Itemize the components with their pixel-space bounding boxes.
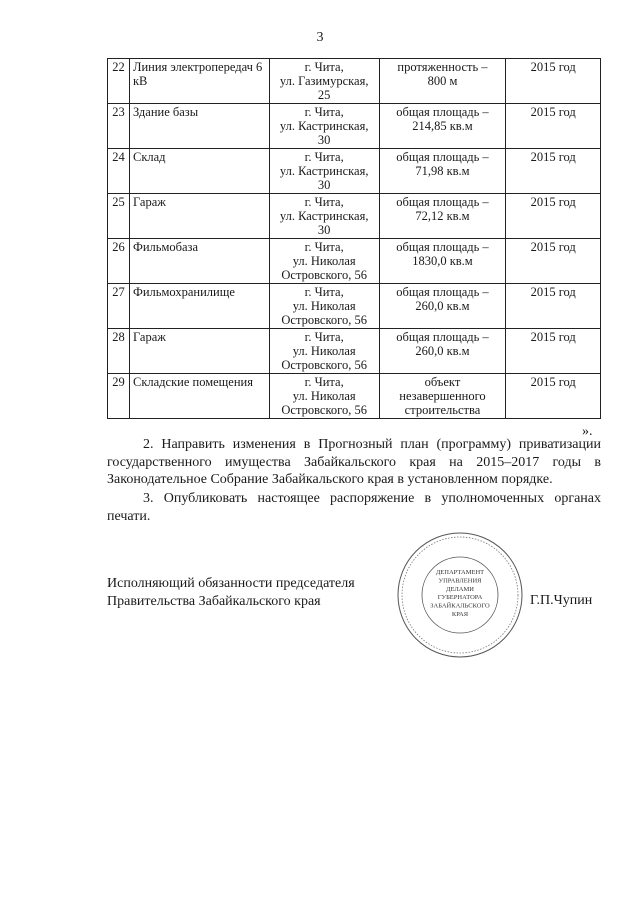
table-row [108, 104, 601, 149]
object-address-line: г. Чита, [304, 375, 344, 389]
object-address [269, 374, 379, 419]
closing-quote: ». [582, 424, 593, 439]
object-address [269, 59, 379, 104]
paragraph-3: 3. Опубликовать настоящее распоряжение в уполномоченных органах печати. [107, 491, 601, 524]
object-address-line: 30 [317, 223, 331, 237]
object-characteristic [379, 194, 506, 239]
object-name: Линия электропередач 6 кВ [129, 59, 269, 104]
object-characteristic-line: 260,0 кв.м [415, 344, 470, 358]
object-address-line: г. Чита, [304, 195, 344, 209]
object-characteristic-line: общая площадь – [396, 150, 489, 164]
table-row [108, 239, 601, 284]
privatization-year: 2015 год [506, 194, 601, 239]
object-name: Фильмобаза [129, 239, 269, 284]
object-name: Гараж [129, 194, 269, 239]
object-address [269, 239, 379, 284]
privatization-year: 2015 год [506, 329, 601, 374]
object-address-line: г. Чита, [304, 150, 344, 164]
object-address-line: ул. Газимурская, [279, 74, 369, 88]
seal-text-line: ЗАБАЙКАЛЬСКОГО [430, 602, 490, 610]
object-address [269, 104, 379, 149]
object-address [269, 149, 379, 194]
object-address-line: г. Чита, [304, 240, 344, 254]
object-characteristic [379, 374, 506, 419]
object-characteristic [379, 239, 506, 284]
seal-text-line: ГУБЕРНАТОРА [437, 594, 483, 602]
object-address-line: 30 [317, 133, 331, 147]
object-characteristic [379, 59, 506, 104]
object-address-line: г. Чита, [304, 285, 344, 299]
object-address-line: г. Чита, [304, 60, 344, 74]
object-address-line: ул. Николая [292, 389, 356, 403]
object-characteristic-line: 72,12 кв.м [415, 209, 470, 223]
row-number: 28 [108, 329, 130, 374]
privatization-year: 2015 год [506, 104, 601, 149]
object-address-line: ул. Кастринская, [279, 119, 369, 133]
object-address [269, 194, 379, 239]
object-characteristic-line: протяженность – [397, 60, 488, 74]
object-address-line: г. Чита, [304, 330, 344, 344]
object-characteristic-line: строительства [404, 403, 481, 417]
object-address-line: 30 [317, 178, 331, 192]
row-number: 24 [108, 149, 130, 194]
object-address-line: Островского, 56 [281, 358, 367, 372]
object-characteristic [379, 149, 506, 194]
row-number: 25 [108, 194, 130, 239]
property-table [107, 58, 601, 419]
object-address-line: ул. Николая [292, 299, 356, 313]
object-characteristic-line: общая площадь – [396, 195, 489, 209]
row-number: 23 [108, 104, 130, 149]
row-number: 29 [108, 374, 130, 419]
object-characteristic-line: 260,0 кв.м [415, 299, 470, 313]
seal-text-line: КРАЯ [451, 611, 469, 618]
row-number: 26 [108, 239, 130, 284]
object-characteristic-line: общая площадь – [396, 105, 489, 119]
official-seal [395, 530, 525, 660]
property-table-body [108, 59, 601, 419]
object-address-line: ул. Кастринская, [279, 164, 369, 178]
object-characteristic-line: общая площадь – [396, 240, 489, 254]
object-characteristic [379, 104, 506, 149]
table-row [108, 149, 601, 194]
row-number: 22 [108, 59, 130, 104]
object-name: Складские помещения [129, 374, 269, 419]
seal-center-text [430, 569, 490, 618]
object-characteristic [379, 329, 506, 374]
object-characteristic-line: объект [424, 375, 461, 389]
privatization-year: 2015 год [506, 59, 601, 104]
object-characteristic-line: 214,85 кв.м [412, 119, 473, 133]
object-address-line: Островского, 56 [281, 313, 367, 327]
object-name: Здание базы [129, 104, 269, 149]
object-address-line: Островского, 56 [281, 403, 367, 417]
privatization-year: 2015 год [506, 239, 601, 284]
object-characteristic-line: общая площадь – [396, 285, 489, 299]
object-characteristic-line: 71,98 кв.м [415, 164, 470, 178]
table-row [108, 284, 601, 329]
seal-text-line: УПРАВЛЕНИЯ [438, 577, 482, 585]
object-name: Склад [129, 149, 269, 194]
object-name: Гараж [129, 329, 269, 374]
object-characteristic-line: общая площадь – [396, 330, 489, 344]
object-address-line: г. Чита, [304, 105, 344, 119]
privatization-year: 2015 год [506, 284, 601, 329]
object-characteristic-line: незавершенного [399, 389, 486, 403]
object-address-line: ул. Николая [292, 254, 356, 268]
object-characteristic-line: 1830,0 кв.м [412, 254, 473, 268]
signature-position-line-1: Исполняющий обязанности председателя [107, 576, 355, 591]
seal-text-line: ДЕЛАМИ [446, 585, 474, 593]
table-row [108, 329, 601, 374]
object-address-line: ул. Николая [292, 344, 356, 358]
object-address-line: Островского, 56 [281, 268, 367, 282]
paragraph-2: 2. Направить изменения в Прогнозный план (программу) приватизации государственного имущества Забайкальского края на 2015–2017 годы в Законодательное Собрание Забайкальского края в установленном порядке. [107, 437, 601, 487]
table-row [108, 374, 601, 419]
object-address [269, 329, 379, 374]
object-characteristic [379, 284, 506, 329]
object-characteristic-line: 800 м [427, 74, 458, 88]
object-address-line: 25 [317, 88, 331, 102]
privatization-year: 2015 год [506, 374, 601, 419]
signature-position [107, 575, 355, 611]
table-row [108, 194, 601, 239]
page-number: 3 [316, 30, 324, 45]
seal-text-line: ДЕПАРТАМЕНТ [435, 569, 485, 576]
object-address-line: ул. Кастринская, [279, 209, 369, 223]
object-name: Фильмохранилище [129, 284, 269, 329]
table-row [108, 59, 601, 104]
object-address [269, 284, 379, 329]
signature-position-line-2: Правительства Забайкальского края [107, 594, 321, 609]
signer-name: Г.П.Чупин [530, 593, 593, 608]
privatization-year: 2015 год [506, 149, 601, 194]
row-number: 27 [108, 284, 130, 329]
